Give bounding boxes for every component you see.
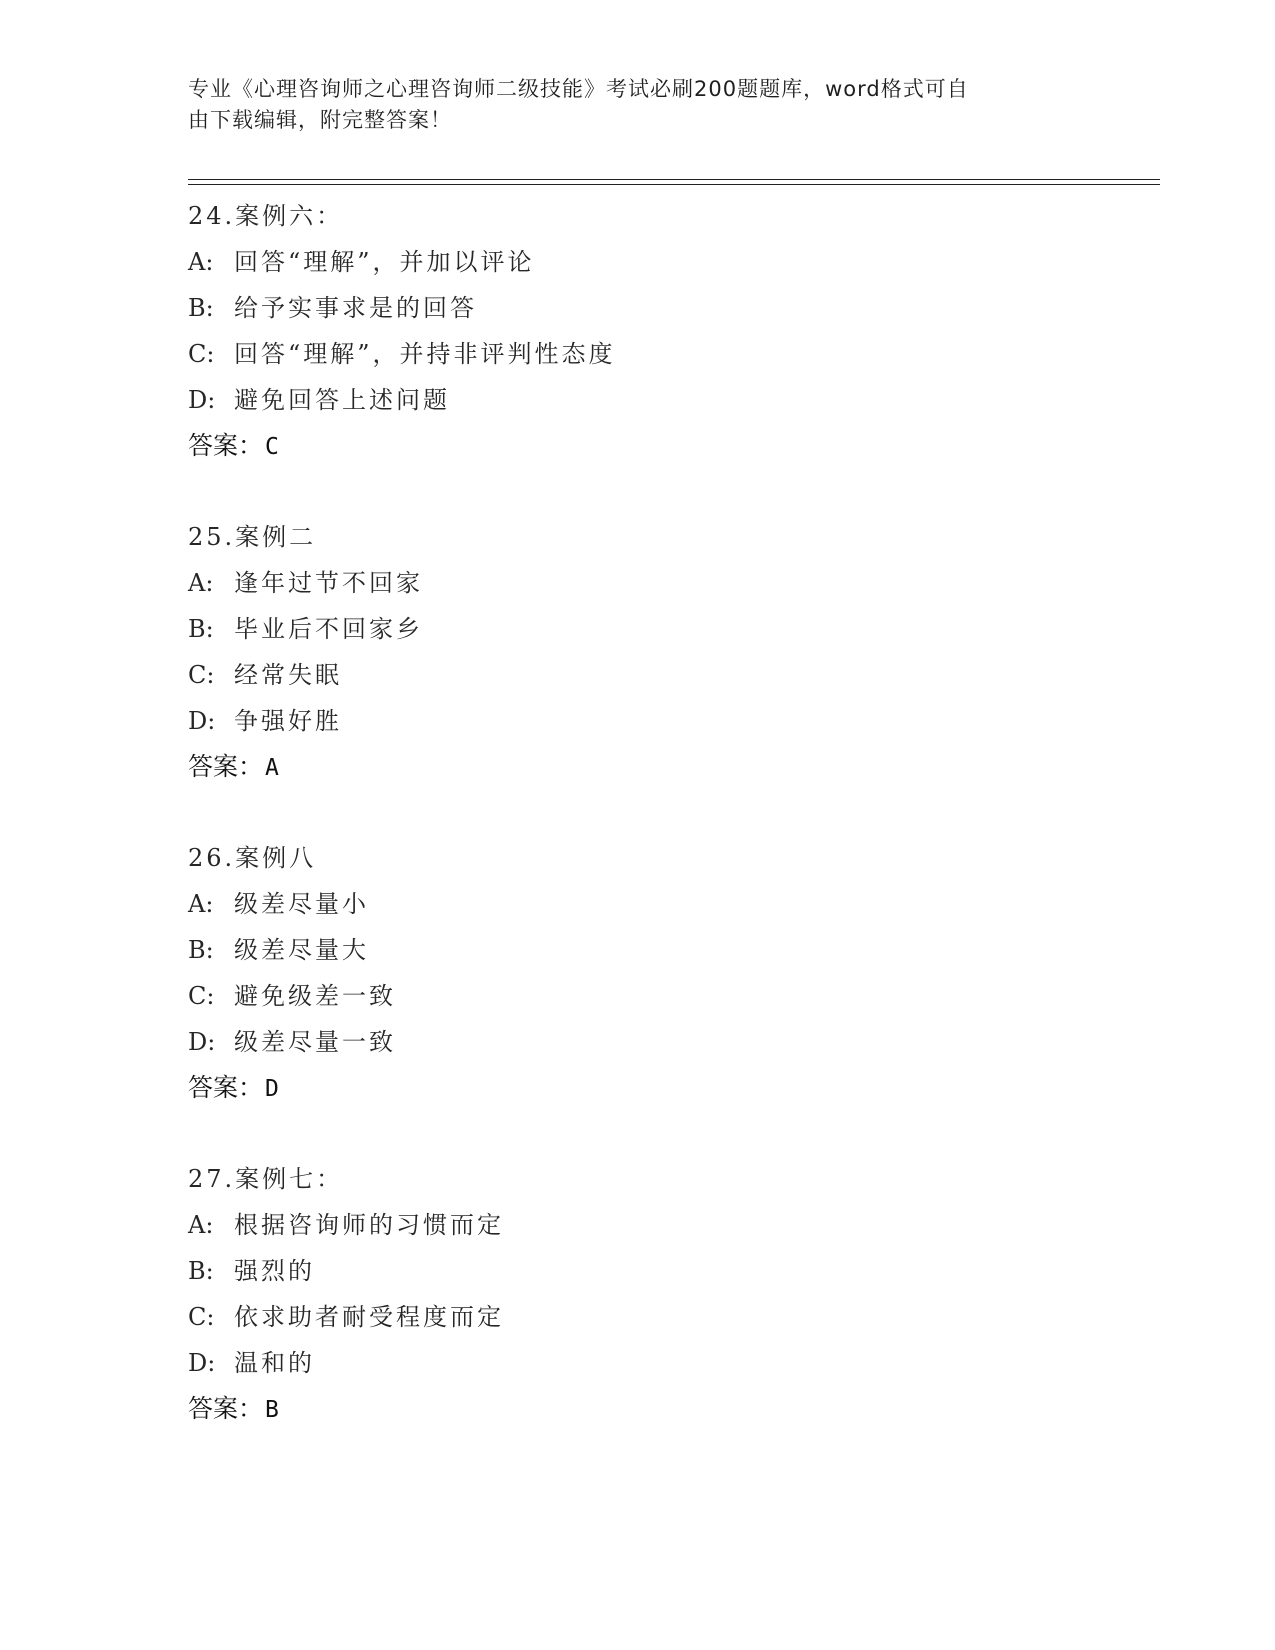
answer-line	[188, 744, 1148, 790]
question-title: 24.案例六：	[188, 202, 344, 230]
option-text: 毕业后不回家乡	[234, 615, 423, 643]
option-letter: C:	[188, 982, 215, 1010]
option-letter: A:	[188, 248, 214, 276]
option-letter: C:	[188, 1303, 215, 1331]
header-divider-top	[188, 179, 1160, 180]
question-title: 26.案例八	[188, 844, 317, 872]
option-d	[188, 1019, 1148, 1065]
question-list	[188, 193, 1148, 1477]
option-letter: D:	[188, 1028, 216, 1056]
document-header	[188, 74, 1088, 136]
option-letter: D:	[188, 386, 216, 414]
option-letter: C:	[188, 340, 215, 368]
header-divider-bottom	[188, 184, 1160, 185]
option-letter: B:	[188, 294, 214, 322]
question-26	[188, 835, 1148, 1111]
option-letter: A:	[188, 890, 214, 918]
option-c	[188, 1294, 1148, 1340]
option-b	[188, 1248, 1148, 1294]
answer-value: B	[265, 1397, 279, 1423]
answer-value: C	[265, 434, 279, 460]
option-text: 依求助者耐受程度而定	[234, 1303, 504, 1331]
option-a	[188, 1202, 1148, 1248]
option-letter: B:	[188, 615, 214, 643]
option-c	[188, 331, 1148, 377]
question-title: 27.案例七：	[188, 1165, 344, 1193]
question-25	[188, 514, 1148, 790]
option-text: 争强好胜	[234, 707, 342, 735]
option-text: 级差尽量一致	[234, 1028, 396, 1056]
option-text: 回答“理解”，并加以评论	[234, 248, 535, 276]
option-letter: A:	[188, 569, 214, 597]
option-text: 强烈的	[234, 1257, 315, 1285]
option-d	[188, 377, 1148, 423]
option-c	[188, 652, 1148, 698]
option-b	[188, 285, 1148, 331]
answer-label: 答案：	[188, 1073, 264, 1102]
option-c	[188, 973, 1148, 1019]
option-d	[188, 1340, 1148, 1386]
option-d	[188, 698, 1148, 744]
answer-value: D	[265, 1076, 279, 1102]
question-27	[188, 1156, 1148, 1432]
option-text: 级差尽量小	[234, 890, 369, 918]
option-text: 温和的	[234, 1349, 315, 1377]
answer-label: 答案：	[188, 752, 264, 781]
option-b	[188, 606, 1148, 652]
header-line-2: 由下载编辑，附完整答案！	[188, 108, 452, 132]
answer-label: 答案：	[188, 431, 264, 460]
option-text: 回答“理解”，并持非评判性态度	[234, 340, 616, 368]
option-a	[188, 560, 1148, 606]
answer-value: A	[265, 755, 279, 781]
option-text: 级差尽量大	[234, 936, 369, 964]
option-letter: B:	[188, 1257, 214, 1285]
answer-line	[188, 423, 1148, 469]
answer-label: 答案：	[188, 1394, 264, 1423]
option-text: 根据咨询师的习惯而定	[234, 1211, 504, 1239]
option-letter: C:	[188, 661, 215, 689]
question-title: 25.案例二	[188, 523, 317, 551]
option-a	[188, 239, 1148, 285]
option-letter: D:	[188, 707, 216, 735]
answer-line	[188, 1065, 1148, 1111]
question-24	[188, 193, 1148, 469]
option-letter: D:	[188, 1349, 216, 1377]
option-a	[188, 881, 1148, 927]
option-b	[188, 927, 1148, 973]
option-letter: B:	[188, 936, 214, 964]
option-text: 避免级差一致	[234, 982, 396, 1010]
header-line-1: 专业《心理咨询师之心理咨询师二级技能》考试必刷200题题库，word格式可自	[188, 77, 969, 101]
option-text: 避免回答上述问题	[234, 386, 450, 414]
option-letter: A:	[188, 1211, 214, 1239]
option-text: 逢年过节不回家	[234, 569, 423, 597]
answer-line	[188, 1386, 1148, 1432]
option-text: 给予实事求是的回答	[234, 294, 477, 322]
option-text: 经常失眠	[234, 661, 342, 689]
